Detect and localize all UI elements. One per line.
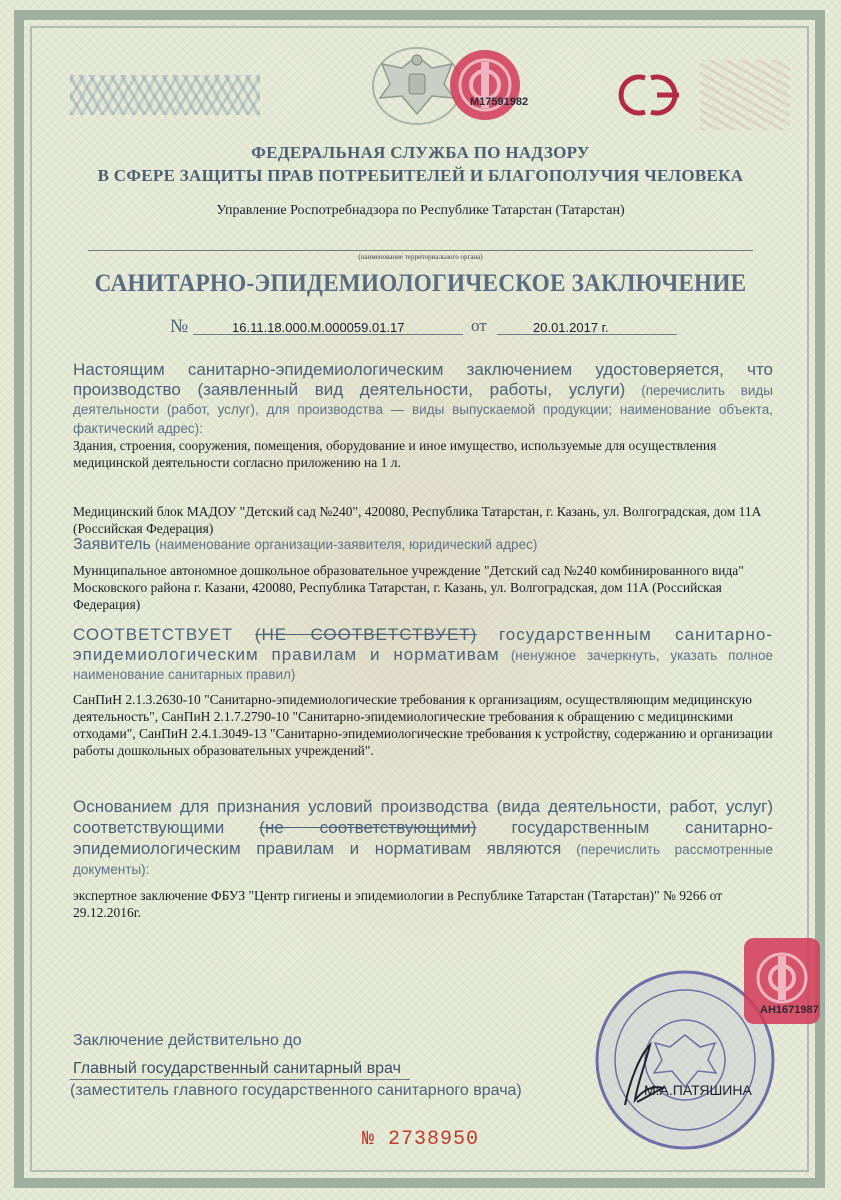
number-label: № xyxy=(170,316,189,337)
header-line-2: В СФЕРЕ ЗАЩИТЫ ПРАВ ПОТРЕБИТЕЛЕЙ И БЛАГОПОЛУЧИЯ ЧЕЛОВЕКА xyxy=(97,166,744,185)
chief-doctor-title: Главный государственный санитарный врач xyxy=(73,1060,401,1077)
applicant-caption: (наименование организации-заявителя, юридический адрес) xyxy=(154,537,538,552)
object-text: Медицинский блок МАДОУ "Детский сад №240", 420080, Республика Татарстан, г. Казань, ул. Волгоградская, дом 11А (Российская Федерация) xyxy=(73,504,762,536)
applicant-heading xyxy=(73,536,773,554)
conformity-paragraph xyxy=(73,625,773,684)
document-title: САНИТАРНО-ЭПИДЕМИОЛОГИЧЕСКОЕ ЗАКЛЮЧЕНИЕ xyxy=(94,270,747,297)
conformity-rest: государственным санитарно-эпидемиологическим правилам и нормативам xyxy=(73,625,774,664)
sanitary-rules-text: СанПиН 2.1.3.2630-10 "Санитарно-эпидемиологические требования к организациям, осуществляющим медицинскую деятельность", СанПиН 2.1.7.2790-10 "Санитарно-эпидемиологические требования к обращению с медицинскими отходами", СанПиН 2.4.1.3049-13 "Санитарно-эпидемиологические требования к устройству, содержанию и организации работы дошкольных образовательных учреждений". xyxy=(73,692,773,758)
conforms-word: СООТВЕТСТВУЕТ xyxy=(73,625,234,644)
basis-paragraph xyxy=(73,797,773,880)
not-conforms-struck: (НЕ СООТВЕТСТВУЕТ) xyxy=(254,625,478,644)
basis-text-b: государственным санитарно-эпидемиологическим правилам и нормативам являются xyxy=(73,818,773,858)
ce-mark-logo xyxy=(607,70,687,120)
intro-large-text: Настоящим санитарно-эпидемиологическим заключением удостоверяется, что производство (заявленный вид деятельности, работы, услуги) xyxy=(73,360,773,399)
hologram-code: М17591982 xyxy=(470,96,529,108)
valid-until-label: Заключение действительно до xyxy=(73,1032,302,1049)
blank-serial-number: № 2738950 xyxy=(361,1128,480,1151)
basis-caption: (перечислить рассмотренные документы): xyxy=(73,842,774,877)
from-label: от xyxy=(471,316,487,335)
security-pattern xyxy=(700,60,790,130)
applicant-label: Заявитель xyxy=(73,536,151,553)
intro-caption: (перечислить виды деятельности (работ, услуг), для производства — виды выпускаемой продукции; наименование объекта, фактический адрес): xyxy=(73,383,774,436)
security-pattern xyxy=(70,75,260,115)
document-number: 16.11.18.000.М.000059.01.17 xyxy=(232,320,405,335)
hologram-sticker xyxy=(448,48,522,122)
basis-struck: (не соответствующими) xyxy=(259,818,477,837)
activity-text: Здания, строения, сооружения, помещения, оборудование и иное имущество, используемые для осуществления медицинской деятельности согласно приложению на 1 л. xyxy=(73,438,717,470)
document-date: 20.01.2017 г. xyxy=(533,320,609,335)
signature xyxy=(615,1040,675,1110)
authority-caption: (наименование территориального органа) xyxy=(358,253,483,261)
authority-name: Управление Роспотребнадзора по Республике Татарстан (Татарстан) xyxy=(216,203,625,218)
applicant-text: Муниципальное автономное дошкольное образовательное учреждение "Детский сад №240 комбинированного вида" Московского района г. Казани, 420080, Республика Татарстан, г. Казань, ул. Волгоградская, дом 11А (Российская Федерация) xyxy=(73,563,744,612)
intro-paragraph xyxy=(73,360,773,438)
basis-text-a: Основанием для признания условий производства (вида деятельности, работ, услуг) соответствующими xyxy=(73,797,773,837)
hologram-code-2: АН1671987 xyxy=(760,1004,819,1016)
header-line-1: ФЕДЕРАЛЬНАЯ СЛУЖБА ПО НАДЗОРУ xyxy=(251,143,590,162)
conformity-caption: (ненужное зачеркнуть, указать полное наименование санитарных правил) xyxy=(73,648,773,682)
signer-name: М.А.ПАТЯШИНА xyxy=(644,1082,752,1098)
deputy-caption: (заместитель главного государственного санитарного врача) xyxy=(70,1082,522,1099)
basis-documents-text: экспертное заключение ФБУЗ "Центр гигиены и эпидемиологии в Республике Татарстан (Татарстан)" № 9266 от 29.12.2016г. xyxy=(73,888,723,920)
